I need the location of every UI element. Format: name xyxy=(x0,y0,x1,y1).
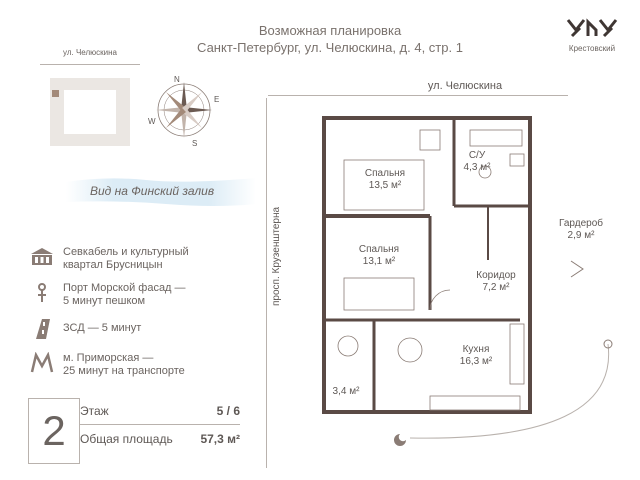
poi-2-line-2: 5 минут пешком xyxy=(63,295,146,307)
road-icon xyxy=(30,318,54,340)
floor-label: Этаж xyxy=(80,404,109,418)
poi-1-line-2: квартал Брусницын xyxy=(63,259,163,271)
compass-e: E xyxy=(214,95,220,104)
poi-4-line-1: м. Приморская — xyxy=(63,352,154,364)
room-name: Коридор xyxy=(476,270,516,281)
logo-mark-icon xyxy=(566,18,618,38)
street-line-vertical xyxy=(266,98,267,468)
building-courtyard xyxy=(64,90,116,134)
street-vertical-text: просп. Крузенштерна xyxy=(271,206,282,306)
compass-n: N xyxy=(174,75,180,84)
street-line-top xyxy=(268,95,568,96)
compass-w: W xyxy=(148,117,156,126)
room-bedroom-1 xyxy=(350,168,420,192)
poi-4-line-2: 25 минут на транспорте xyxy=(63,365,185,377)
mini-map-street-line xyxy=(40,64,140,65)
info-divider xyxy=(80,424,240,425)
direction-arrow-icon xyxy=(570,260,584,278)
poi-2-line-1: Порт Морской фасад — xyxy=(63,282,186,294)
poi-item xyxy=(30,352,250,380)
room-area: 7,2 м² xyxy=(482,282,510,293)
compass-rose-icon xyxy=(146,72,222,148)
poi-item xyxy=(30,282,250,310)
room-corridor xyxy=(466,270,526,294)
room-area: 13,1 м² xyxy=(362,256,396,267)
sun-path-arc xyxy=(390,322,620,452)
plan-title xyxy=(150,22,510,56)
title-line-1: Возможная планировка xyxy=(258,23,402,38)
building-icon xyxy=(30,246,54,266)
area-row xyxy=(80,432,240,448)
floor-value: 5 / 6 xyxy=(216,404,240,418)
room-name: Спальня xyxy=(358,244,400,255)
compass-s: S xyxy=(192,139,198,148)
poi-item xyxy=(30,322,250,342)
area-label: Общая площадь xyxy=(80,432,173,446)
room-name: Спальня xyxy=(364,168,406,179)
metro-icon xyxy=(30,352,54,374)
room-area: 16,3 м² xyxy=(459,356,493,367)
room-wardrobe xyxy=(546,218,616,242)
room-area: 13,5 м² xyxy=(368,180,402,191)
room-area: 3,4 м² xyxy=(332,386,360,397)
room-balcony xyxy=(326,386,366,398)
room-bathroom xyxy=(452,150,502,174)
room-count-badge: 2 xyxy=(28,398,80,464)
floor-row xyxy=(80,404,240,420)
room-name: Кухня xyxy=(462,344,490,355)
poi-item xyxy=(30,246,250,274)
room-name: Гардероб xyxy=(559,218,603,229)
poi-3-line-1: ЗСД — 5 минут xyxy=(63,322,142,334)
room-bedroom-2 xyxy=(344,244,414,268)
room-area: 2,9 м² xyxy=(567,230,595,241)
poi-1-line-1: Севкабель и культурный xyxy=(63,246,189,258)
street-label-vertical xyxy=(271,196,285,306)
area-value: 57,3 м² xyxy=(200,432,240,446)
street-label-top: ул. Челюскина xyxy=(427,80,503,92)
apartment-marker xyxy=(52,90,59,97)
moon-icon xyxy=(394,434,406,446)
room-area: 4,3 м² xyxy=(463,162,491,173)
logo-text: Крестовский xyxy=(568,44,616,53)
mini-map-street-label: ул. Челюскина xyxy=(63,48,117,57)
room-name: С/У xyxy=(468,150,486,161)
brand-logo xyxy=(562,18,622,53)
anchor-icon xyxy=(30,282,54,304)
view-label: Вид на Финский залив xyxy=(90,184,215,198)
title-line-2: Санкт-Петербург, ул. Челюскина, д. 4, стр. 1 xyxy=(197,40,463,55)
